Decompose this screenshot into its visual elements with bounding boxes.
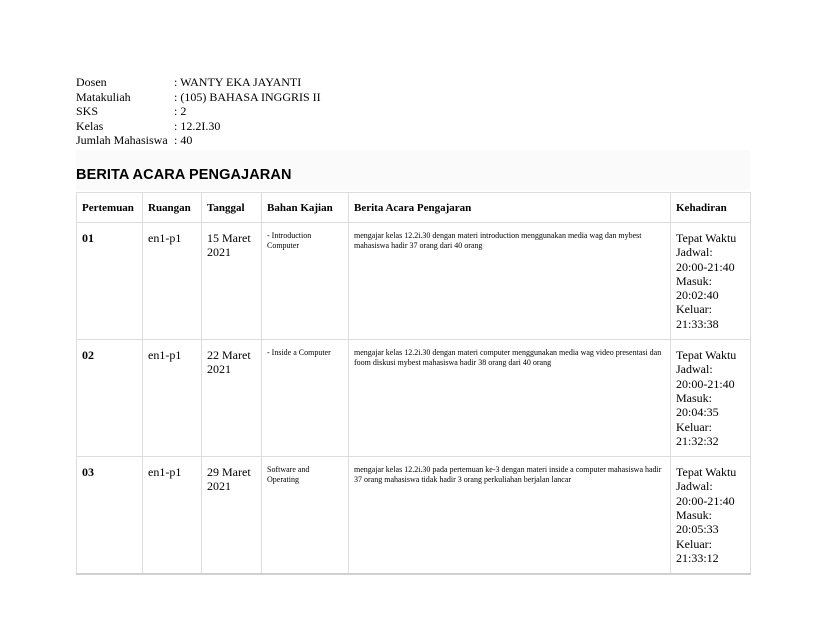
- kehadiran-jadwal-label: Jadwal:: [676, 479, 713, 494]
- info-row-jumlah-mahasiswa: [76, 133, 321, 148]
- kehadiran-keluar-label: Keluar:: [676, 536, 712, 551]
- cell-tanggal: 15 Maret 2021: [202, 223, 262, 340]
- cell-pertemuan: 01: [77, 223, 143, 340]
- cell-berita-acara: mengajar kelas 12.2i.30 dengan materi computer menggunakan media wag video presentasi dan foom diskusi mybest mahasiswa hadir 38 orang dari 40 orang: [349, 340, 671, 457]
- kehadiran-jadwal-label: Jadwal:: [676, 362, 713, 377]
- kehadiran-status: Tepat Waktu: [676, 231, 737, 245]
- kehadiran-masuk-label: Masuk:: [676, 273, 712, 288]
- table-row: [77, 223, 751, 340]
- kehadiran-jadwal-value: 20:00-21:40: [676, 493, 735, 508]
- cell-ruangan: en1-p1: [143, 223, 202, 340]
- kehadiran-status: Tepat Waktu: [676, 465, 737, 480]
- cell-berita-acara: mengajar kelas 12.2i.30 pada pertemuan ke-3 dengan materi inside a computer mahasiswa hadir 37 orang mahasiswa tidak hadir 3 orang perkuliahan berjalan lancar: [349, 457, 671, 575]
- kehadiran-keluar-label: Keluar:: [676, 419, 712, 434]
- kehadiran-masuk-value: 20:02:40: [676, 288, 719, 303]
- page-title: BERITA ACARA PENGAJARAN: [76, 167, 292, 183]
- cell-ruangan: en1-p1: [143, 340, 202, 457]
- column-header-kehadiran: Kehadiran: [671, 193, 751, 223]
- column-header-bahan-kajian: Bahan Kajian: [262, 193, 349, 223]
- cell-pertemuan: 02: [77, 340, 143, 457]
- info-label: Dosen: [76, 75, 107, 89]
- kehadiran-keluar-value: 21:33:12: [676, 550, 719, 565]
- column-header-berita-acara: Berita Acara Pengajaran: [349, 193, 671, 223]
- kehadiran-status: Tepat Waktu: [676, 348, 737, 363]
- course-info: [76, 75, 321, 148]
- table-row: [77, 457, 751, 575]
- berita-acara-table: [76, 192, 751, 575]
- cell-berita-acara: mengajar kelas 12.2i.30 dengan materi introduction menggunakan media wag dan mybest mahasiswa hadir 37 orang dari 40 orang: [349, 223, 671, 340]
- cell-kehadiran: [671, 457, 751, 575]
- table-header-row: [77, 193, 751, 223]
- info-label: Matakuliah: [76, 89, 131, 104]
- info-value: : WANTY EKA JAYANTI: [174, 75, 302, 89]
- cell-ruangan: en1-p1: [143, 457, 202, 575]
- info-value: : 12.2I.30: [174, 118, 221, 133]
- info-label: Kelas: [76, 118, 104, 133]
- kehadiran-masuk-value: 20:05:33: [676, 522, 719, 537]
- cell-bahan-kajian: Software and Operating: [262, 457, 349, 575]
- info-row-kelas: [76, 119, 321, 134]
- kehadiran-masuk-label: Masuk:: [676, 390, 712, 405]
- info-row-matakuliah: [76, 90, 321, 105]
- cell-bahan-kajian: - Inside a Computer: [262, 340, 349, 457]
- info-label: Jumlah Mahasiswa: [76, 133, 168, 148]
- column-header-pertemuan: Pertemuan: [77, 193, 143, 223]
- column-header-ruangan: Ruangan: [143, 193, 202, 223]
- cell-pertemuan: 03: [77, 457, 143, 575]
- kehadiran-jadwal-value: 20:00-21:40: [676, 376, 735, 391]
- info-value: : 2: [174, 104, 187, 119]
- cell-tanggal: 29 Maret 2021: [202, 457, 262, 575]
- kehadiran-jadwal-label: Jadwal:: [676, 245, 713, 260]
- kehadiran-keluar-label: Keluar:: [676, 302, 712, 317]
- info-row-sks: [76, 104, 321, 119]
- kehadiran-masuk-label: Masuk:: [676, 508, 712, 523]
- cell-bahan-kajian: - Introduction Computer: [262, 223, 349, 340]
- cell-kehadiran: [671, 340, 751, 457]
- kehadiran-keluar-value: 21:32:32: [676, 433, 719, 448]
- info-value: : 40: [174, 133, 193, 148]
- info-value: : (105) BAHASA INGGRIS II: [174, 89, 321, 104]
- cell-tanggal: 22 Maret 2021: [202, 340, 262, 457]
- column-header-tanggal: Tanggal: [202, 193, 262, 223]
- info-row-dosen: [76, 75, 321, 90]
- table-row: [77, 340, 751, 457]
- kehadiran-masuk-value: 20:04:35: [676, 405, 719, 420]
- kehadiran-jadwal-value: 20:00-21:40: [676, 259, 735, 274]
- cell-kehadiran: [671, 223, 751, 340]
- kehadiran-keluar-value: 21:33:38: [676, 316, 719, 331]
- info-label: SKS: [76, 104, 99, 119]
